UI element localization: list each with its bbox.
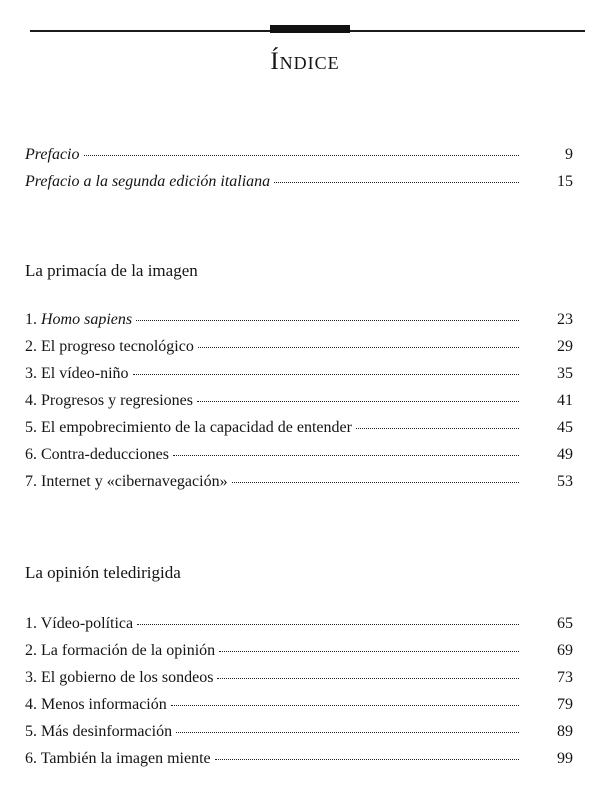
toc-entry-label: 6. También la imagen miente xyxy=(25,750,211,767)
toc-entry-label: 1. Vídeo-política xyxy=(25,615,134,632)
toc-entry-page: 79 xyxy=(557,696,573,713)
toc-entry-page: 35 xyxy=(557,365,573,382)
toc-entry-page: 15 xyxy=(557,173,573,190)
dot-leader xyxy=(133,374,519,375)
dot-leader xyxy=(198,347,519,348)
dot-leader xyxy=(197,401,519,402)
toc-entry xyxy=(25,473,575,500)
toc-entry-page: 99 xyxy=(557,750,573,767)
dot-leader xyxy=(84,155,520,156)
toc-entry-page: 73 xyxy=(557,669,573,686)
toc-entry-page: 45 xyxy=(557,419,573,436)
toc-entry xyxy=(25,419,575,446)
toc-entry xyxy=(25,446,575,473)
toc-entry-page: 9 xyxy=(565,146,573,163)
toc-entry-label: 5. El empobrecimiento de la capacidad de entender xyxy=(25,419,352,436)
dot-leader xyxy=(219,651,519,652)
toc-entry-number: 1. xyxy=(25,311,41,328)
dot-leader xyxy=(137,624,519,625)
toc-entry-page: 49 xyxy=(557,446,573,463)
toc-entry-label: Prefacio a la segunda edición italiana xyxy=(25,173,271,190)
dot-leader xyxy=(232,482,519,483)
section-heading-primacia: La primacía de la imagen xyxy=(25,261,198,280)
section2-list xyxy=(25,615,575,777)
toc-entry xyxy=(25,642,575,669)
toc-entry-label: 2. El progreso tecnológico xyxy=(25,338,194,355)
toc-entry-prefacio xyxy=(25,146,575,173)
dot-leader xyxy=(217,678,519,679)
dot-leader xyxy=(171,705,519,706)
toc-entry-label: 5. Más desinformación xyxy=(25,723,173,740)
toc-entry xyxy=(25,615,575,642)
page-title: Índice xyxy=(270,48,340,75)
toc-entry-page: 29 xyxy=(557,338,573,355)
header-ornament-bar xyxy=(270,25,350,33)
toc-entry-label: 4. Progresos y regresiones xyxy=(25,392,193,409)
section1-list xyxy=(25,311,575,500)
toc-entry-label: Prefacio xyxy=(25,146,80,163)
toc-entry-label: 3. El gobierno de los sondeos xyxy=(25,669,214,686)
toc-entry xyxy=(25,669,575,696)
toc-entry-page: 53 xyxy=(557,473,573,490)
toc-entry xyxy=(25,392,575,419)
toc-entry xyxy=(25,365,575,392)
dot-leader xyxy=(176,732,519,733)
dot-leader xyxy=(215,759,519,760)
toc-entry-page: 41 xyxy=(557,392,573,409)
toc-entry-page: 65 xyxy=(557,615,573,632)
dot-leader xyxy=(173,455,519,456)
front-matter-list xyxy=(25,146,575,200)
toc-entry xyxy=(25,311,575,338)
toc-entry-prefacio-segunda xyxy=(25,173,575,200)
toc-entry xyxy=(25,338,575,365)
toc-entry-label: 4. Menos información xyxy=(25,696,167,713)
toc-entry xyxy=(25,723,575,750)
dot-leader xyxy=(356,428,519,429)
toc-entry-title: Homo sapiens xyxy=(41,311,133,328)
dot-leader xyxy=(274,182,519,183)
toc-entry xyxy=(25,750,575,777)
toc-entry-page: 89 xyxy=(557,723,573,740)
toc-entry-label: 2. La formación de la opinión xyxy=(25,642,216,659)
dot-leader xyxy=(136,320,519,321)
toc-entry-page: 69 xyxy=(557,642,573,659)
toc-entry xyxy=(25,696,575,723)
toc-entry-label: 7. Internet y «cibernavegación» xyxy=(25,473,228,490)
toc-entry-page: 23 xyxy=(557,311,573,328)
toc-entry-label: 6. Contra-deducciones xyxy=(25,446,169,463)
toc-entry-label: 3. El vídeo-niño xyxy=(25,365,129,382)
section-heading-opinion: La opinión teledirigida xyxy=(25,563,181,582)
toc-entry-label xyxy=(25,311,132,329)
